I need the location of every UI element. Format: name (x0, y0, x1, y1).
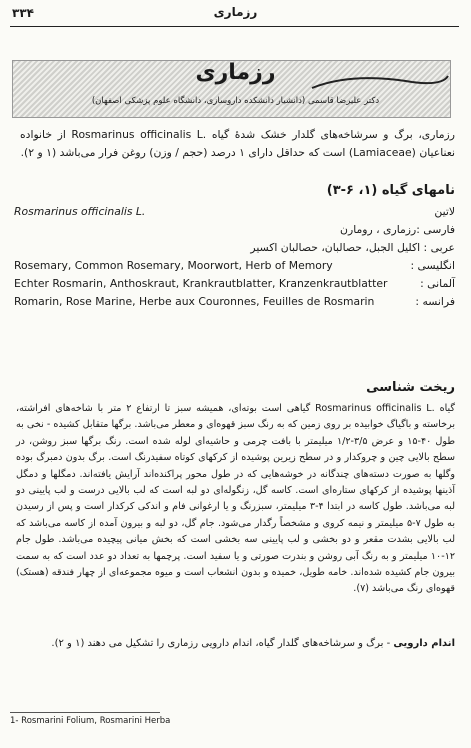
name-lang: انگلیسی : (410, 259, 455, 272)
page-number: ۳۳۴ (12, 6, 34, 20)
name-row-latin (14, 205, 455, 222)
morphology-paragraph (16, 401, 455, 598)
name-value: Echter Rosmarin, Anthoskraut, Krankrautblatter, Kranzenkrautblatter (14, 277, 388, 290)
morphology-text: گیاهی است بوته‌ای، همیشه سبز تا ارتفاع ۲ متر با شاخه‌های افراشته، برخاسته و باگیاگ خوابیده بر روی زمین که به رنگ سبز قهوه‌ای و معطر می‌باشد. برگها متقابل کشیده - نخی به طول ۴۰-۱۵ و عرض ۳/۵-۱/۲ میلیمتر با بافت چرمی و حاشیه‌ای لوله شده است. رنگ برگها سبز روشن، در سطح بالایی چین و چروکدار و در سطح زیرین پوشیده از کرکهای کوتاه سفیدرنگ است. برگ بدون دمبرگ بوده وگلها به صورت دسته‌های چندگانه در خوشه‌هایی که در طول محور پراکنده‌اند آرایش یافته‌اند. دمگلها و دمگل آذینها پوشیده از کرکهای ستاره‌ای است. کاسه گل، زنگوله‌ای دو لبه است که لب بالایی درست و لب پایینی دو لبه می‌باشد. طول کاسه در ابتدا ۴-۳ میلیمتر، سبزرنگ و یا ارغوانی فام و اندکی کرکدار است و پس از رسیدن به طول ۷-۵ میلیمتر و نیمه کروی و مشخصاً رگدار می‌شود. جام گل، دو لبه و بیرون آمده از کاسه می‌باشد که لب بالایی بشدت مقعر و دو بخشی و لب پایینی سه بخشی است که بخش میانی پیچیده می‌باشد. طول جام ۱۲-۱۰ میلیمتر و به رنگ آبی روشن و بندرت صورتی و یا سفید است. پرچمها به تعداد دو عدد است که به سمت بیرون جام کشیده شده‌اند. خامه طویل، خمیده و بدون انشعاب است و میوه مجموعه‌ای از چهار فندقه (هستک) قهوه‌ای رنگ می‌باشد (۷). (16, 403, 455, 595)
drug-part-label: اندام دارویی (393, 638, 455, 649)
names-heading: نامهای گیاه (۱، ۶-۳) (326, 183, 455, 198)
drug-part-text: - برگ و سرشاخه‌های گلدار گیاه، اندام دارویی رزماری را تشکیل می دهند (۱ و ۲). (51, 638, 391, 649)
footnote: 1- Rosmarini Folium, Rosmarini Herba (10, 716, 171, 726)
morphology-lead: گیاه (439, 403, 455, 414)
name-lang: آلمانی : (420, 277, 455, 290)
name-value: Rosemary, Common Rosemary, Moorwort, Herb of Memory (14, 259, 333, 272)
intro-paragraph (20, 126, 455, 162)
morphology-heading: ریخت شناسی (366, 380, 455, 395)
morphology-scientific-name: Rosmarinus officinalis L. (315, 403, 435, 414)
intro-suffix: از خانواده نعناعیان (Lamiaceae) است که حداقل دارای ۱ درصد (حجم / وزن) روغن فرار می‌باشد (۱ و ۲). (20, 128, 455, 159)
name-value: Romarin, Rose Marine, Herbe aux Couronnes, Feuilles de Rosmarin (14, 295, 375, 308)
running-title: رزماری (213, 5, 258, 19)
name-value: Rosmarinus officinalis L. (14, 205, 146, 218)
drug-part-paragraph (16, 635, 455, 652)
name-lang: فرانسه : (415, 295, 455, 308)
intro-prefix: رزماری، برگ و سرشاخه‌های گلدار خشک شدهٔ گیاه (211, 128, 455, 141)
name-row-german (14, 277, 455, 294)
name-value: فارسی :رزماری ، رومارن (340, 223, 455, 236)
intro-scientific-name: Rosmarinus officinalis L. (71, 128, 207, 141)
name-row-french (14, 295, 455, 312)
footnote-rule (10, 712, 160, 713)
name-row-english (14, 259, 455, 276)
name-lang: لاتین (434, 205, 455, 218)
author-line: دکتر علیرضا قاسمی (دانشیار دانشکده داروسازی، دانشگاه علوم پزشکی اصفهان) (91, 96, 380, 106)
name-row-persian (14, 223, 455, 240)
name-row-arabic (14, 241, 455, 258)
name-value: عربی : اکلیل الجبل، حصالبان، حصالبان اکسیر (250, 241, 455, 254)
header-rule (10, 26, 459, 27)
article-title: رزماری (195, 60, 276, 85)
